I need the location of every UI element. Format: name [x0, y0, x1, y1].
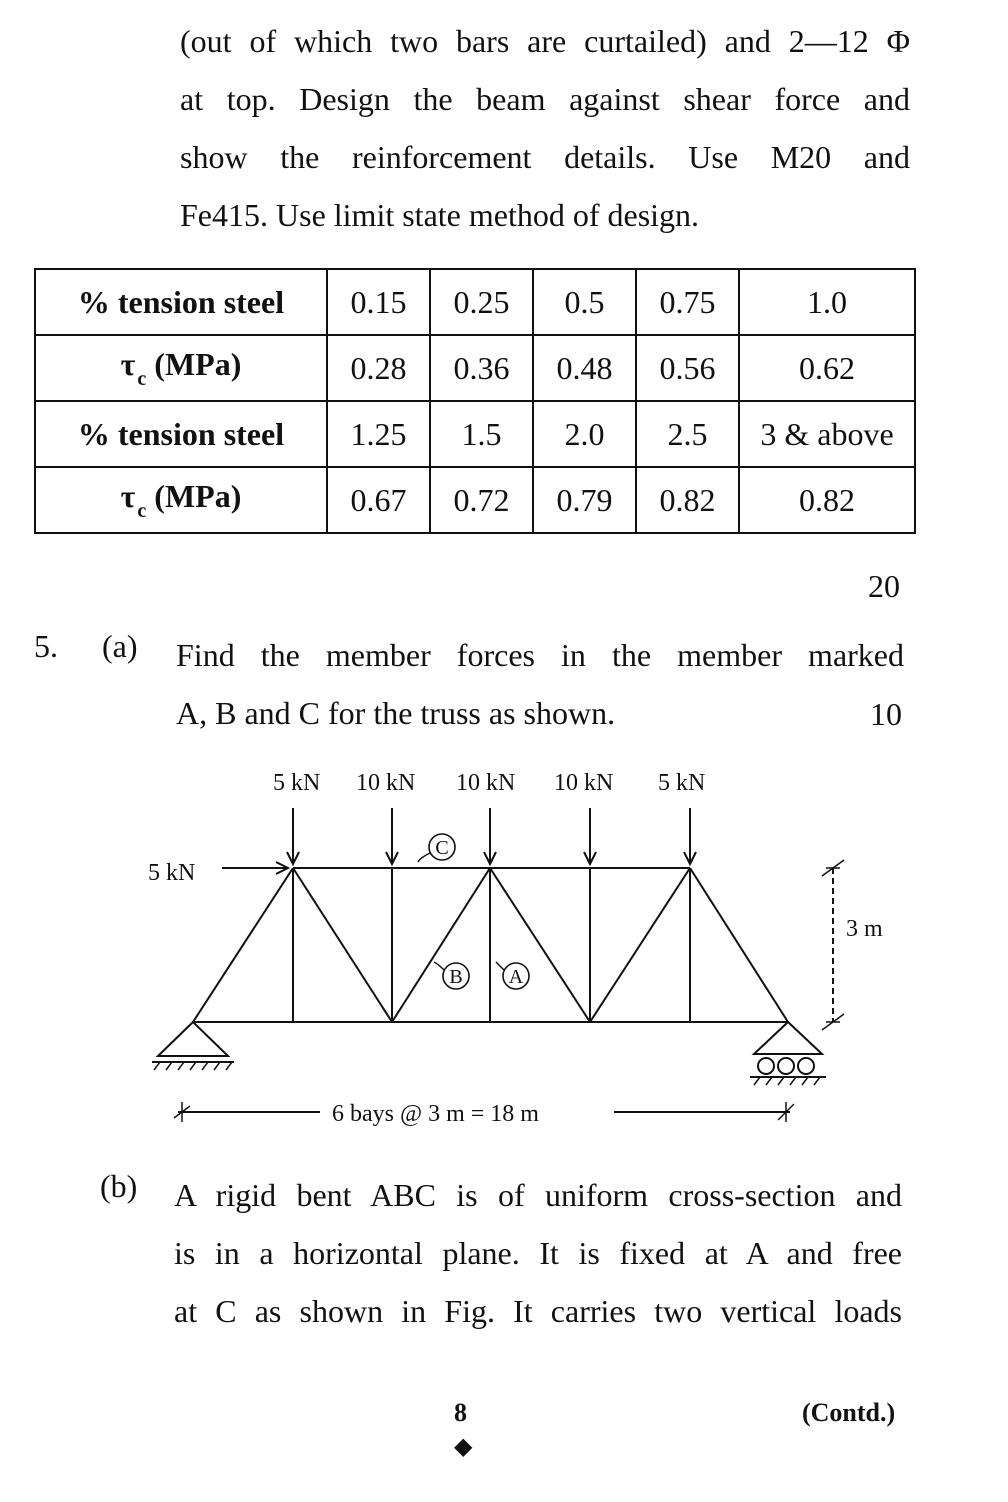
table-cell: 0.82 — [739, 467, 915, 533]
load-label: 10 kN — [456, 770, 516, 796]
roller-support — [754, 1022, 822, 1054]
intro-line: (out of which two bars are curtailed) and 2—12 Φ — [180, 23, 910, 59]
part-b-label: (b) — [100, 1168, 138, 1204]
intro-line: show the reinforcement details. Use M20 and — [180, 139, 910, 175]
table-cell: 0.62 — [739, 335, 915, 401]
contd-label: (Contd.) — [802, 1398, 896, 1427]
part-b-line: A rigid bent ABC is of uniform cross-section and — [174, 1177, 902, 1213]
table-row — [35, 269, 915, 335]
table-cell: 0.48 — [533, 335, 636, 401]
table-cell: 0.82 — [636, 467, 739, 533]
table-cell: 0.79 — [533, 467, 636, 533]
table-cell: 2.0 — [533, 401, 636, 467]
load-arrows — [287, 808, 696, 864]
member-label-c: C — [435, 837, 449, 859]
part-a-text — [176, 626, 904, 742]
marks-q5a: 10 — [870, 696, 902, 732]
question-number: 5. — [34, 628, 58, 664]
table-cell: 1.25 — [327, 401, 430, 467]
load-label: 5 kN — [658, 770, 706, 796]
table-cell: 0.28 — [327, 335, 430, 401]
side-load-label: 5 kN — [148, 860, 196, 886]
roller — [798, 1058, 814, 1074]
load-label: 10 kN — [356, 770, 416, 796]
end-diagonal-left — [193, 868, 293, 1022]
table-cell: 0.5 — [533, 269, 636, 335]
diagonal-member — [293, 868, 392, 1022]
part-b-line: is in a horizontal plane. It is fixed at A and free — [174, 1235, 902, 1271]
member-label-b: B — [449, 966, 463, 988]
table-row-label — [35, 467, 327, 533]
table-row — [35, 467, 915, 533]
member-label-a: A — [508, 966, 524, 988]
diagonal-member-b — [392, 868, 490, 1022]
roller — [758, 1058, 774, 1074]
shear-strength-table — [34, 268, 916, 534]
intro-paragraph — [180, 12, 910, 244]
marks-q4: 20 — [868, 568, 900, 604]
load-label: 10 kN — [554, 770, 614, 796]
table-cell: 0.75 — [636, 269, 739, 335]
height-label: 3 m — [846, 916, 883, 942]
table-cell: 0.15 — [327, 269, 430, 335]
truss-figure — [130, 750, 883, 1140]
span-label: 6 bays @ 3 m = 18 m — [332, 1101, 539, 1127]
tau-symbol: τ — [120, 345, 136, 382]
intro-line: at top. Design the beam against shear force and — [180, 81, 910, 117]
pinned-support — [158, 1022, 228, 1056]
intro-line: Fe415. Use limit state method of design. — [180, 197, 700, 233]
table-row-label: % tension steel — [35, 401, 327, 467]
diamond-ornament: ◆ — [454, 1434, 473, 1460]
table-cell: 0.36 — [430, 335, 533, 401]
table-row-label — [35, 335, 327, 401]
tau-subscript: c — [137, 367, 147, 390]
table-row — [35, 401, 915, 467]
page-number: 8 — [454, 1398, 467, 1427]
part-b-text — [174, 1166, 902, 1340]
roller — [778, 1058, 794, 1074]
part-a-line: Find the member forces in the member marked — [176, 637, 904, 673]
table-cell: 0.72 — [430, 467, 533, 533]
table-cell: 1.5 — [430, 401, 533, 467]
diagonal-member — [590, 868, 690, 1022]
end-diagonal-right — [690, 868, 788, 1022]
part-b-line: at C as shown in Fig. It carries two vertical loads — [174, 1293, 902, 1329]
table-cell: 1.0 — [739, 269, 915, 335]
table-cell: 2.5 — [636, 401, 739, 467]
unit-label: (MPa) — [154, 345, 242, 382]
tau-subscript: c — [137, 499, 147, 522]
table-cell: 3 & above — [739, 401, 915, 467]
part-a-label: (a) — [102, 628, 138, 664]
load-label: 5 kN — [273, 770, 321, 796]
diagonal-member — [490, 868, 590, 1022]
tau-symbol: τ — [120, 477, 136, 514]
table-cell: 0.67 — [327, 467, 430, 533]
unit-label: (MPa) — [154, 477, 242, 514]
table-cell: 0.56 — [636, 335, 739, 401]
table-row-label: % tension steel — [35, 269, 327, 335]
part-a-line: A, B and C for the truss as shown. — [176, 695, 616, 731]
table-cell: 0.25 — [430, 269, 533, 335]
table-row — [35, 335, 915, 401]
